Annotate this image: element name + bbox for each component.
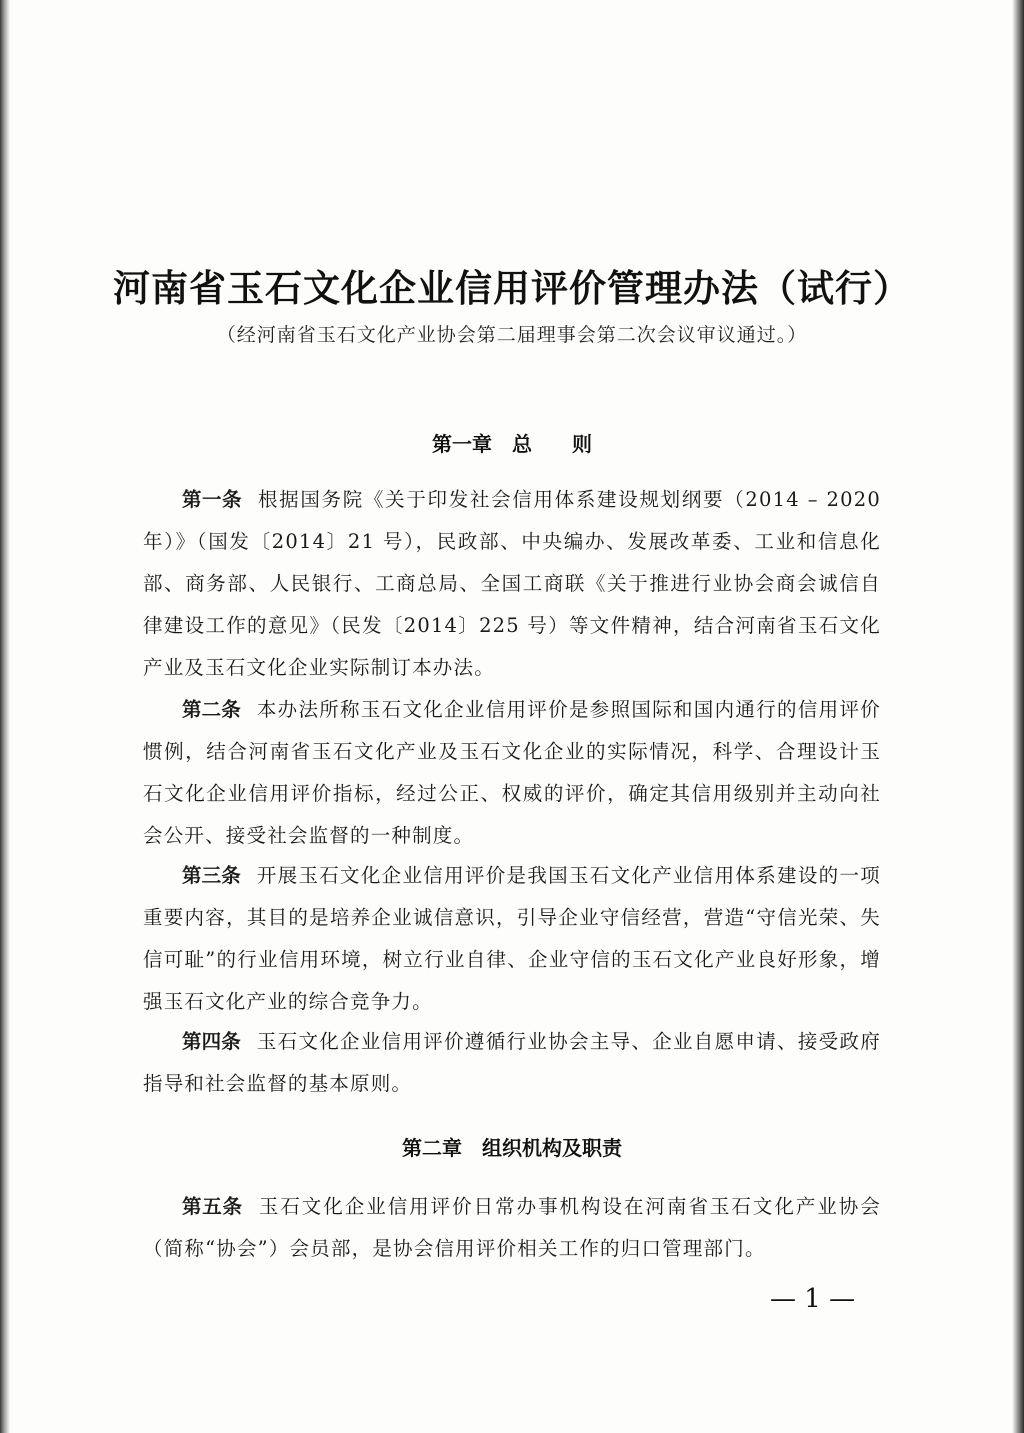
article-number: 第四条 (182, 1030, 241, 1053)
page-number: — 1 — (770, 1284, 856, 1314)
chapter-heading-2: 第二章 组织机构及职责 (402, 1136, 622, 1160)
article-4 (143, 1021, 881, 1105)
article-number: 第一条 (182, 488, 242, 511)
article-text: 根据国务院《关于印发社会信用体系建设规划纲要（2014 – 2020 年）》（国发〔2014〕21 号），民政部、中央编办、发展改革委、工业和信息化部、商务部、人民银行、工商总局、全国工商联《关于推进行业协会商会诚信自律建设工作的意见》（民发〔2014〕225 号）等文件精神，结合河南省玉石文化产业及玉石文化企业实际制订本办法。 (143, 488, 881, 679)
article-text: 开展玉石文化企业信用评价是我国玉石文化产业信用体系建设的一项重要内容，其目的是培养企业诚信意识，引导企业守信经营，营造“守信光荣、失信可耻”的行业信用环境，树立行业自律、企业守信的玉石文化产业良好形象，增强玉石文化产业的综合竞争力。 (143, 864, 881, 1013)
article-number: 第三条 (182, 864, 241, 887)
article-number: 第二条 (182, 698, 241, 721)
article-text: 玉石文化企业信用评价遵循行业协会主导、企业自愿申请、接受政府指导和社会监督的基本原则。 (143, 1030, 881, 1095)
article-5 (143, 1186, 881, 1270)
article-3 (143, 855, 881, 1023)
article-text: 本办法所称玉石文化企业信用评价是参照国际和国内通行的信用评价惯例，结合河南省玉石文化产业及玉石文化企业的实际情况，科学、合理设计玉石文化企业信用评价指标，经过公正、权威的评价，确定其信用级别并主动向社会公开、接受社会监督的一种制度。 (143, 698, 881, 847)
chapter-heading-1: 第一章 总 则 (432, 432, 592, 456)
document-title: 河南省玉石文化企业信用评价管理办法（试行） (113, 267, 911, 310)
article-1 (143, 479, 881, 689)
document-subtitle: （经河南省玉石文化产业协会第二届理事会第二次会议审议通过。） (216, 324, 808, 346)
article-2 (143, 689, 881, 857)
article-text: 玉石文化企业信用评价日常办事机构设在河南省玉石文化产业协会（简称“协会”）会员部，是协会信用评价相关工作的归口管理部门。 (143, 1195, 881, 1260)
article-number: 第五条 (182, 1195, 243, 1218)
